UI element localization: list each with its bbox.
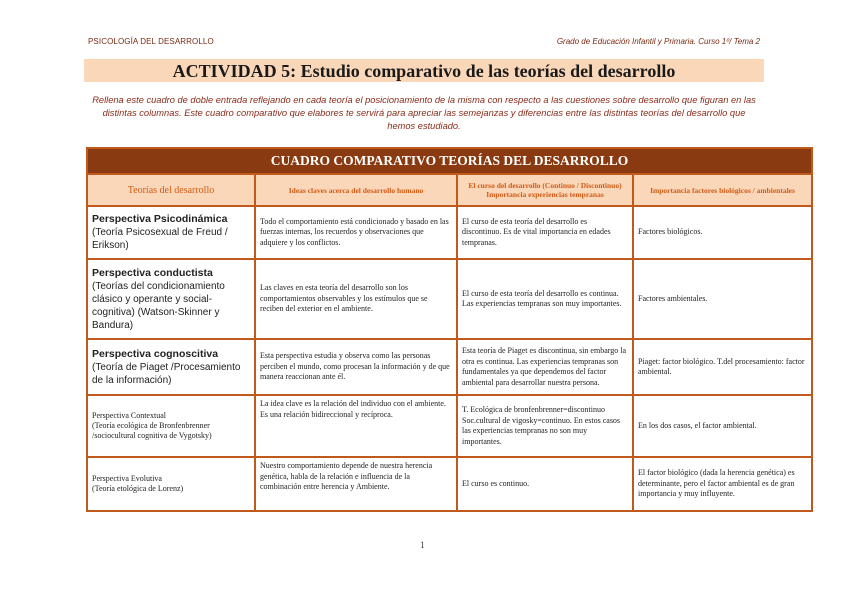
page-number: 1 [420,540,425,550]
intro-text: Rellena este cuadro de doble entrada reflejando en cada teoría el posicionamiento de la misma con respecto a las cuestiones sobre desarrollo que figuran en las distintas columnas. Este cuadro comparativo que elabores te servirá para apreciar las semejanzas y diferencias entre las distintas teorías del desarrollo que hemos estudiado. [92,95,756,131]
page-title: ACTIVIDAD 5: Estudio comparativo de las teorías del desarrollo [172,61,676,81]
cell-ideas: Nuestro comportamiento depende de nuestra herencia genética, habla de la relación e influencia de la combinación entre herencia y Ambiente. [255,457,457,511]
row-theory [87,206,255,259]
cell-curso: T. Ecológica de bronfenbrenner=discontinuo Soc.cultural de vigosky=continuo. En estos casos las experiencias tempranas no son muy importantes. [457,395,633,457]
cell-ideas: Todo el comportamiento está condicionado y basado en las fuerzas internas, los recuerdos y observaciones que adquiere y los conflictos. [255,206,457,259]
table-caption: CUADRO COMPARATIVO TEORÍAS DEL DESARROLLO [87,148,812,174]
comparison-table [86,147,813,512]
cell-ideas: Las claves en esta teoría del desarrollo son los comportamientos observables y los estímulos que se reciben del exterior en el ambiente. [255,259,457,339]
column-header: Importancia factores biológicos / ambientales [633,174,812,206]
table-row [87,339,812,395]
cell-curso: El curso de esta teoría del desarrollo es continua. Las experiencias tempranas son muy importantes. [457,259,633,339]
theory-sub: (Teoría etológica de Lorenz) [92,484,184,493]
theory-sub: (Teoría ecológica de Bronfenbrenner /sociocultural cognitiva de Vygotsky) [92,421,212,440]
theory-name: Perspectiva conductista [92,266,213,279]
table-row [87,457,812,511]
cell-factores: Factores biológicos. [633,206,812,259]
cell-factores: Piaget: factor biológico. T.del procesamiento: factor ambiental. [633,339,812,395]
cell-curso: El curso de esta teoría del desarrollo es discontinuo. Es de vital importancia en edades tempranas. [457,206,633,259]
theory-sub: (Teorías del condicionamiento clásico y operante y social-cognitiva) (Watson-Skinner y Bandura) [92,280,225,331]
table-row [87,259,812,339]
cell-factores: Factores ambientales. [633,259,812,339]
header-right: Grado de Educación Infantil y Primaria. Curso 1º/ Tema 2 [556,37,760,46]
row-theory [87,395,255,457]
cell-factores: En los dos casos, el factor ambiental. [633,395,812,457]
theory-name: Perspectiva cognoscitiva [92,347,219,360]
theory-name: Perspectiva Contextual [92,411,166,420]
cell-curso: El curso es continuo. [457,457,633,511]
cell-factores: El factor biológico (dada la herencia genética) es determinante, pero el factor ambiental es de gran importancia y muy influyente. [633,457,812,511]
cell-ideas: Esta perspectiva estudia y observa como las personas perciben el mundo, como procesan la información y de que manera reaccionan ante él. [255,339,457,395]
cell-ideas: La idea clave es la relación del individuo con el ambiente. Es una relación bidireccional y recíproca. [255,395,457,457]
theory-name: Perspectiva Psicodinámica [92,213,228,225]
column-header: El curso del desarrollo (Continuo / Discontinuo) Importancia experiencias tempranas [457,174,633,206]
table-row [87,395,812,457]
table-row [87,206,812,259]
column-header: Teorías del desarrollo [87,174,255,206]
theory-sub: (Teoría de Piaget /Procesamiento de la información) [92,361,241,386]
row-theory [87,457,255,511]
theory-sub: (Teoría Psicosexual de Freud / Erikson) [92,227,228,251]
column-header: Ideas claves acerca del desarrollo humano [255,174,457,206]
header-left: PSICOLOGÍA DEL DESARROLLO [88,37,214,46]
cell-curso: Esta teoría de Piaget es discontinua, sin embargo la otra es continua. Las experiencias tempranas son fundamentales ya que dependemos del factor ambiental para desarrollar nuestra persona. [457,339,633,395]
row-theory [87,259,255,339]
row-theory [87,339,255,395]
theory-name: Perspectiva Evolutiva [92,474,162,483]
